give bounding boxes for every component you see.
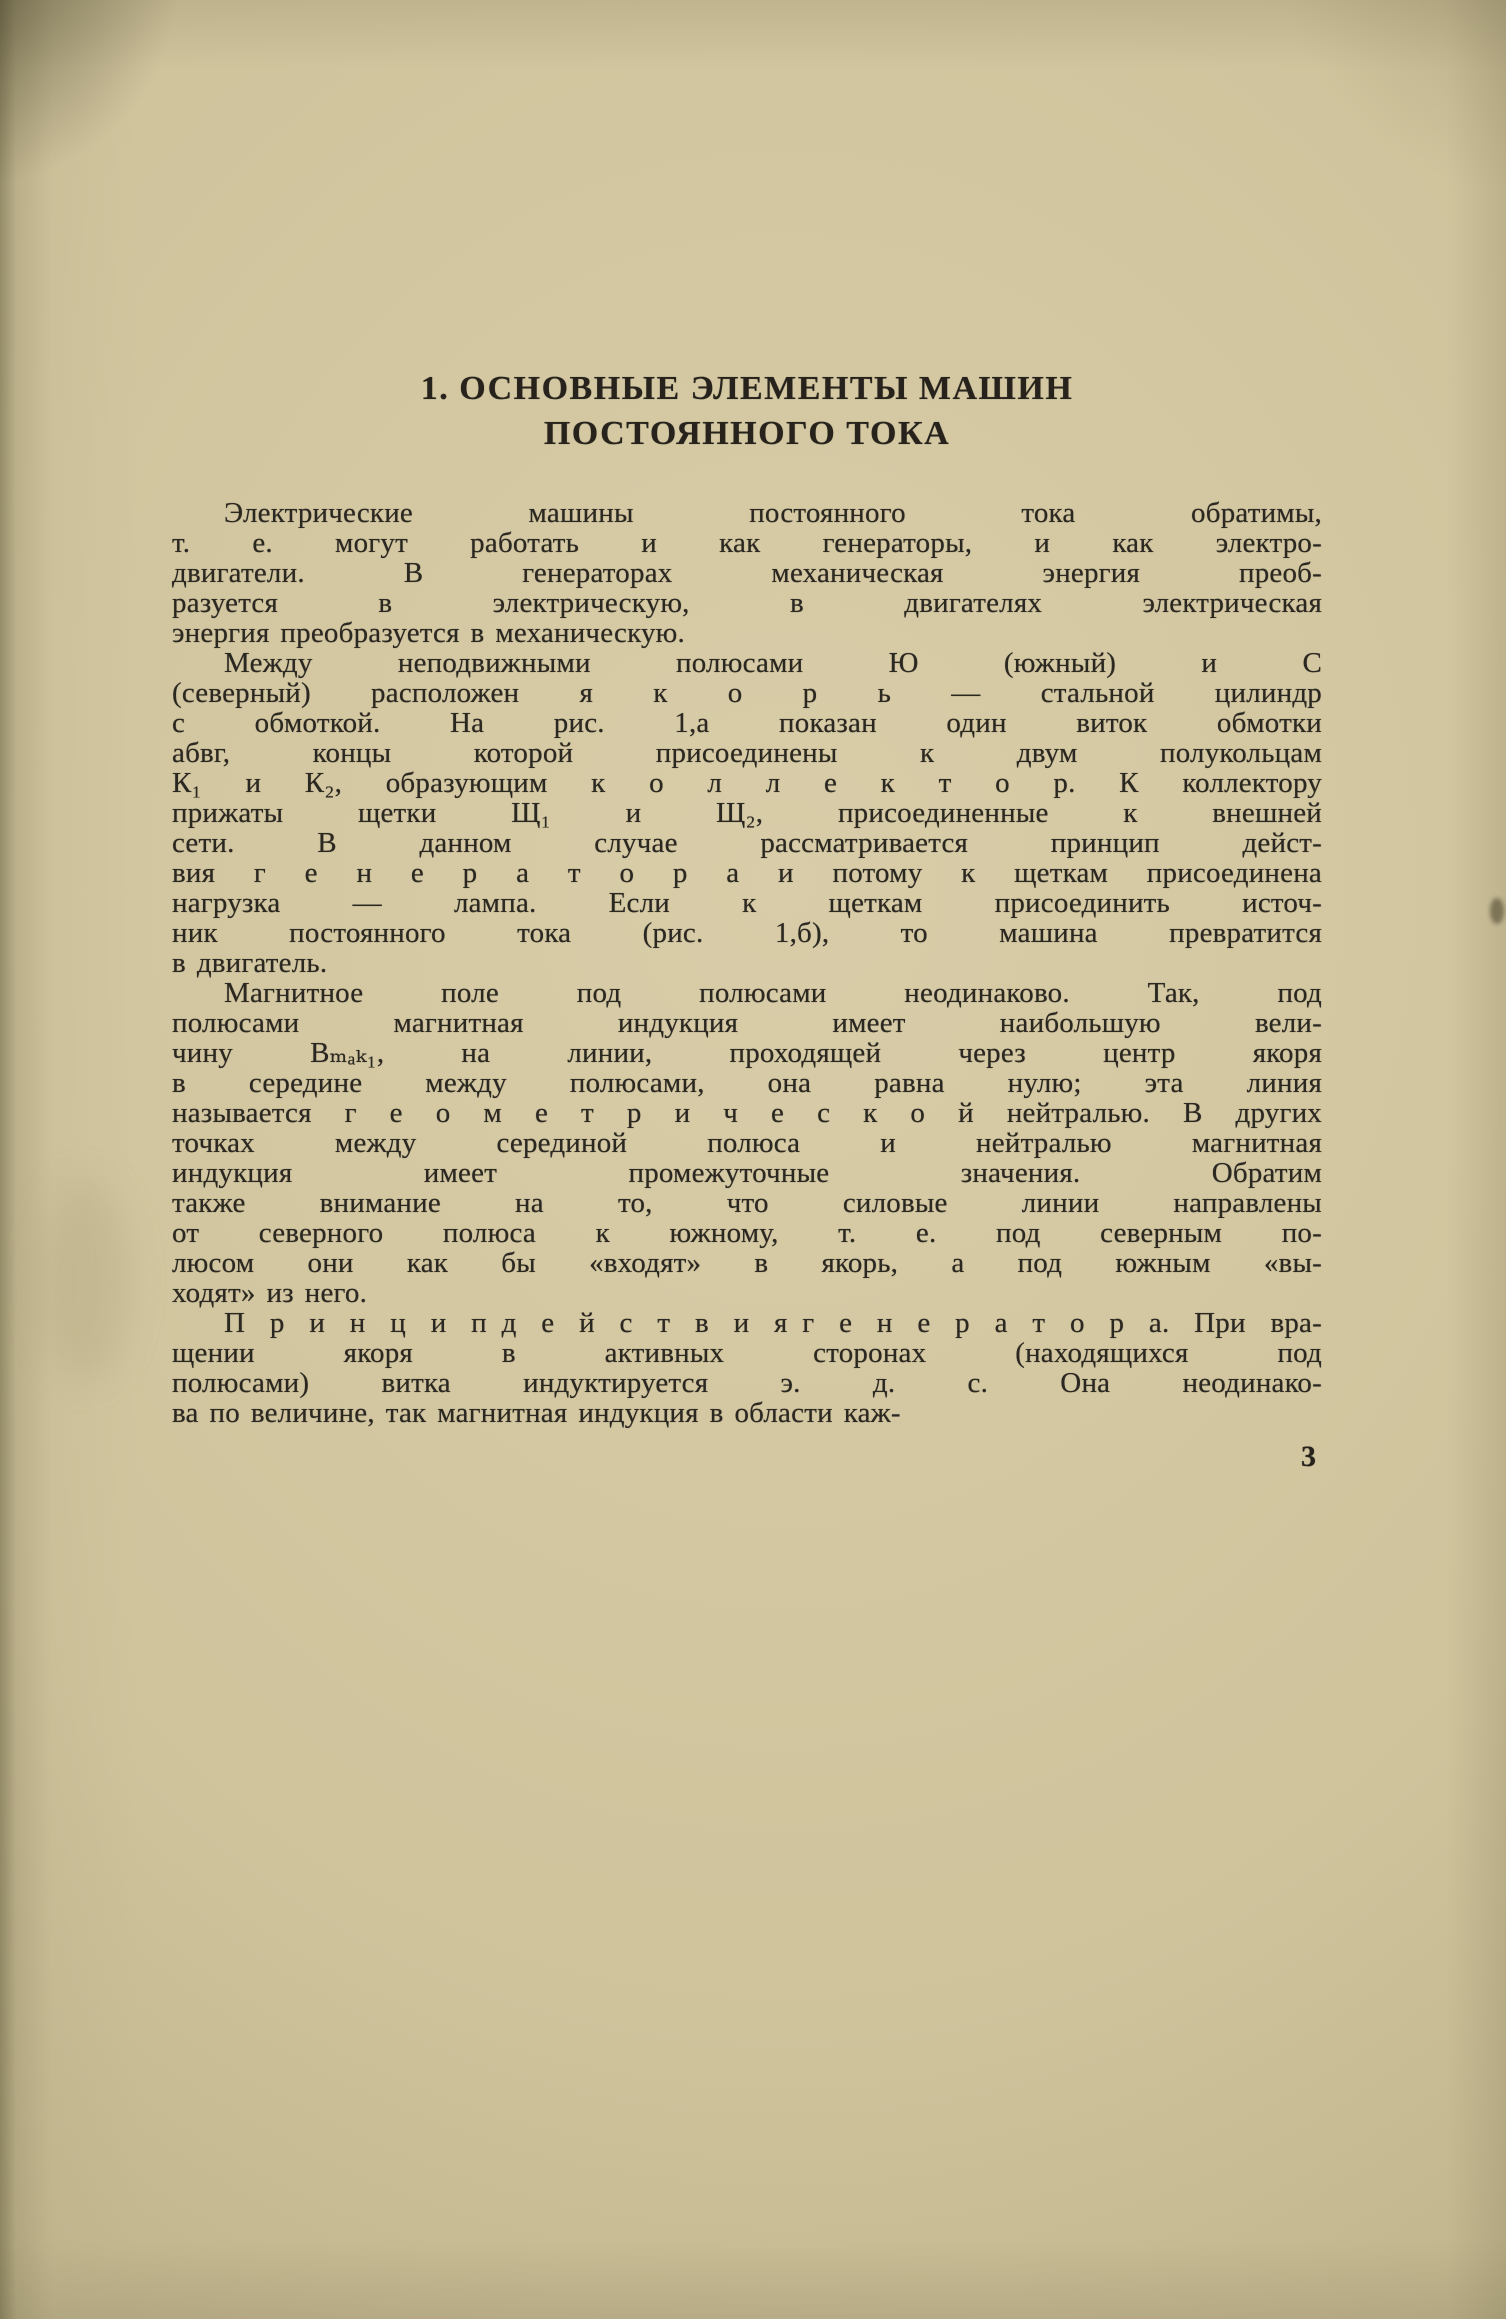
text-line: П р и н ц и п д е й с т в и я г е н е р а т о р а. При вра- <box>224 1307 1322 1339</box>
text-line: в середине между полюсами, она равна нулю; эта линия <box>172 1067 1322 1099</box>
body-text <box>172 498 1322 1428</box>
scan-artifact <box>40 1180 130 1380</box>
text-line: люсом они как бы «входят» в якорь, а под южным «вы- <box>172 1247 1322 1279</box>
chapter-heading <box>172 366 1322 456</box>
page-number: 3 <box>1301 1440 1316 1473</box>
paragraph <box>172 978 1322 1308</box>
chapter-heading-line-1: 1. ОСНОВНЫЕ ЭЛЕМЕНТЫ МАШИН <box>420 370 1074 407</box>
text-line: с обмоткой. На рис. 1,а показан один виток обмотки <box>172 707 1322 739</box>
text-line: ник постоянного тока (рис. 1,б), то машина превратится <box>172 917 1322 949</box>
text-line: т. е. могут работать и как генераторы, и как электро- <box>172 527 1322 559</box>
text-line: сети. В данном случае рассматривается принцип дейст- <box>172 827 1322 859</box>
text-line: чину Вₘₐₖ₁, на линии, проходящей через центр якоря <box>172 1037 1322 1069</box>
paragraph <box>172 648 1322 978</box>
text-line: называется г е о м е т р и ч е с к о й нейтралью. В других <box>172 1097 1322 1129</box>
paragraph <box>172 1308 1322 1428</box>
text-line: индукция имеет промежуточные значения. Обратим <box>172 1157 1322 1189</box>
text-line: полюсами) витка индуктируется э. д. с. Она неодинако- <box>172 1367 1322 1399</box>
text-line: полюсами магнитная индукция имеет наибольшую вели- <box>172 1007 1322 1039</box>
text-line: точках между серединой полюса и нейтралью магнитная <box>172 1127 1322 1159</box>
text-line: также внимание на то, что силовые линии направлены <box>172 1187 1322 1219</box>
text-line: ва по величине, так магнитная индукция в области каж- <box>172 1397 901 1429</box>
text-line: от северного полюса к южному, т. е. под северным по- <box>172 1217 1322 1249</box>
text-line: (северный) расположен я к о р ь — стальной цилиндр <box>172 677 1322 709</box>
text-line: ходят» из него. <box>172 1277 368 1309</box>
text-block <box>172 366 1322 1474</box>
text-line: абвг, концы которой присоединены к двум полукольцам <box>172 737 1322 769</box>
text-line: двигатели. В генераторах механическая энергия преоб- <box>172 557 1322 589</box>
text-line: прижаты щетки Щ₁ и Щ₂, присоединенные к внешней <box>172 797 1322 829</box>
text-line: нагрузка — лампа. Если к щеткам присоединить источ- <box>172 887 1322 919</box>
text-line: в двигатель. <box>172 947 328 979</box>
text-line: щении якоря в активных сторонах (находящихся под <box>172 1337 1322 1369</box>
text-line: Между неподвижными полюсами Ю (южный) и С <box>224 647 1322 679</box>
text-line: энергия преобразуется в механическую. <box>172 617 685 649</box>
text-line: разуется в электрическую, в двигателях электрическая <box>172 587 1322 619</box>
text-line: Электрические машины постоянного тока обратимы, <box>224 497 1322 529</box>
text-line: вия г е н е р а т о р а и потому к щеткам присоединена <box>172 857 1322 889</box>
paragraph <box>172 498 1322 648</box>
scan-artifact <box>1490 898 1504 924</box>
text-line: Магнитное поле под полюсами неодинаково. Так, под <box>224 977 1322 1009</box>
chapter-heading-line-2: ПОСТОЯННОГО ТОКА <box>543 415 951 452</box>
text-line: К₁ и К₂, образующим к о л л е к т о р. К коллектору <box>172 767 1322 799</box>
